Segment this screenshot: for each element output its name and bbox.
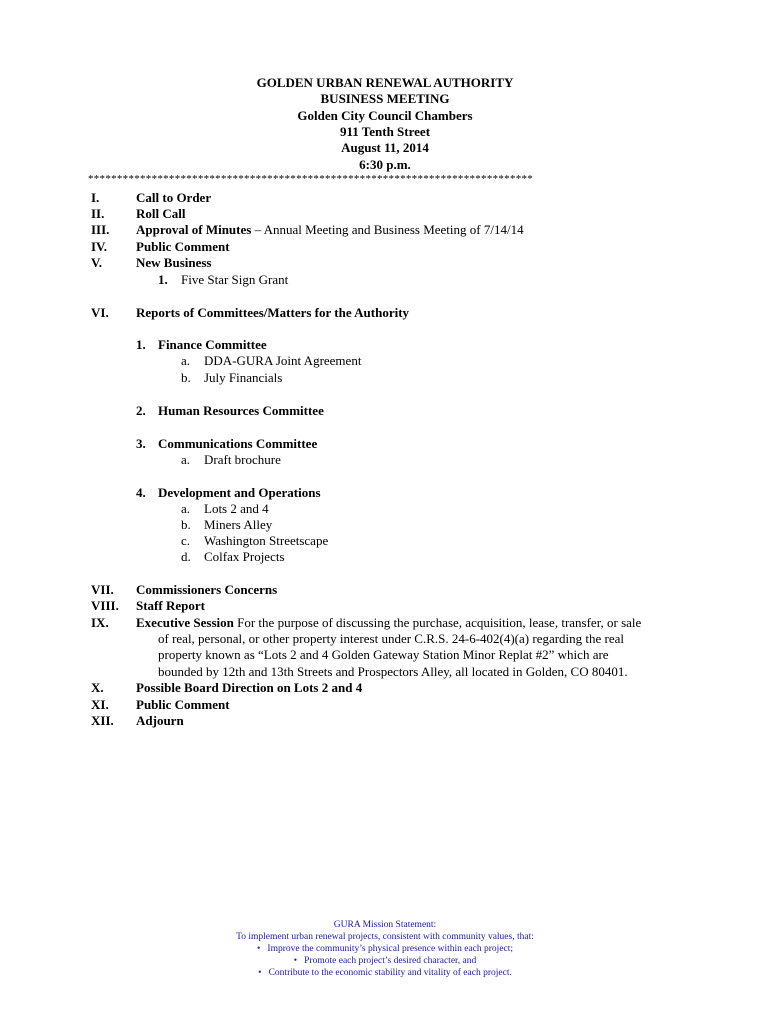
sub-colfax-projects: Colfax Projects bbox=[204, 549, 285, 564]
sub-label: b. bbox=[181, 517, 191, 532]
sub-label: b. bbox=[181, 370, 191, 385]
item-detail-line3: property known as “Lots 2 and 4 Golden Gateway Station Minor Replat #2” which are bbox=[158, 647, 609, 662]
item-title: Executive Session bbox=[136, 615, 234, 630]
sub-dda-gura-joint-agreement: DDA-GURA Joint Agreement bbox=[204, 353, 362, 368]
item-roll-call: Roll Call bbox=[136, 206, 186, 221]
sub-july-financials: July Financials bbox=[204, 370, 283, 385]
item-number-x: X. bbox=[91, 680, 104, 695]
meeting-location: Golden City Council Chambers bbox=[297, 108, 473, 123]
committee-development-and-operations: Development and Operations bbox=[158, 485, 321, 500]
item-number-vii: VII. bbox=[91, 582, 114, 597]
committee-number: 3. bbox=[136, 436, 146, 451]
committee-human-resources: Human Resources Committee bbox=[158, 403, 324, 418]
mission-intro: To implement urban renewal projects, consistent with community values, that: bbox=[236, 932, 534, 942]
item-detail-line1: For the purpose of discussing the purchase, acquisition, lease, transfer, or sale bbox=[233, 615, 642, 630]
committee-finance: Finance Committee bbox=[158, 337, 267, 352]
item-staff-report: Staff Report bbox=[136, 598, 205, 613]
item-detail-line2: of real, personal, or other property interest under C.R.S. 24-6-402(4)(a) regarding the real bbox=[158, 631, 625, 646]
sub-label: a. bbox=[181, 501, 191, 516]
sub-label: a. bbox=[181, 353, 191, 368]
mission-item bbox=[0, 943, 770, 955]
item-new-business: New Business bbox=[136, 255, 212, 270]
bullet: • bbox=[293, 956, 298, 966]
committee-number: 4. bbox=[136, 485, 146, 500]
item-number-iv: IV. bbox=[91, 239, 108, 254]
mission-item-text: Contribute to the economic stability and vitality of each project. bbox=[268, 968, 512, 978]
item-public-comment: Public Comment bbox=[136, 239, 230, 254]
item-number-xi: XI. bbox=[91, 697, 109, 712]
item-number-i: I. bbox=[91, 190, 100, 205]
sub-washington-streetscape: Washington Streetscape bbox=[204, 533, 329, 548]
item-number-iii: III. bbox=[91, 222, 110, 237]
item-adjourn: Adjourn bbox=[136, 713, 184, 728]
item-number-xii: XII. bbox=[91, 713, 114, 728]
sub-label: c. bbox=[181, 533, 191, 548]
committee-number: 1. bbox=[136, 337, 146, 352]
sub-label: a. bbox=[181, 452, 191, 467]
meeting-date: August 11, 2014 bbox=[341, 140, 429, 155]
item-approval-of-minutes bbox=[136, 222, 524, 238]
sub-draft-brochure: Draft brochure bbox=[204, 452, 281, 467]
item-board-direction: Possible Board Direction on Lots 2 and 4 bbox=[136, 680, 363, 695]
item-executive-session bbox=[136, 615, 641, 631]
meeting-time: 6:30 p.m. bbox=[359, 157, 411, 172]
item-call-to-order: Call to Order bbox=[136, 190, 212, 205]
mission-item-text: Promote each project’s desired character, and bbox=[304, 956, 477, 966]
item-reports-of-committees: Reports of Committees/Matters for the Authority bbox=[136, 305, 410, 320]
org-title: GOLDEN URBAN RENEWAL AUTHORITY bbox=[256, 75, 514, 90]
committee-number: 2. bbox=[136, 403, 146, 418]
committee-communications: Communications Committee bbox=[158, 436, 318, 451]
mission-item-text: Improve the community’s physical presence within each project; bbox=[267, 944, 514, 954]
item-commissioners-concerns: Commissioners Concerns bbox=[136, 582, 278, 597]
bullet: • bbox=[258, 968, 262, 978]
item-number-vi: VI. bbox=[91, 305, 109, 320]
sub-lots-2-and-4: Lots 2 and 4 bbox=[204, 501, 269, 516]
mission-item bbox=[0, 955, 770, 967]
item-number-ii: II. bbox=[91, 206, 105, 221]
sub-miners-alley: Miners Alley bbox=[204, 517, 273, 532]
mission-heading: GURA Mission Statement: bbox=[333, 920, 437, 930]
item-title: Approval of Minutes bbox=[136, 222, 252, 237]
bullet: • bbox=[256, 944, 261, 954]
meeting-type: BUSINESS MEETING bbox=[320, 91, 450, 106]
meeting-address: 911 Tenth Street bbox=[339, 124, 431, 139]
item-public-comment-2: Public Comment bbox=[136, 697, 230, 712]
subitem-number: 1. bbox=[158, 272, 168, 287]
item-number-ix: IX. bbox=[91, 615, 109, 630]
sub-label: d. bbox=[181, 549, 191, 564]
separator-line: ***************************************************************************** bbox=[88, 173, 534, 185]
item-number-viii: VIII. bbox=[91, 598, 119, 613]
item-number-v: V. bbox=[91, 255, 102, 270]
item-detail: – Annual Meeting and Business Meeting of 7/14/14 bbox=[251, 222, 524, 237]
mission-item bbox=[0, 967, 770, 979]
subitem-five-star-sign-grant: Five Star Sign Grant bbox=[181, 272, 289, 287]
item-detail-line4: bounded by 12th and 13th Streets and Prospectors Alley, all located in Golden, CO 80401. bbox=[158, 664, 628, 679]
